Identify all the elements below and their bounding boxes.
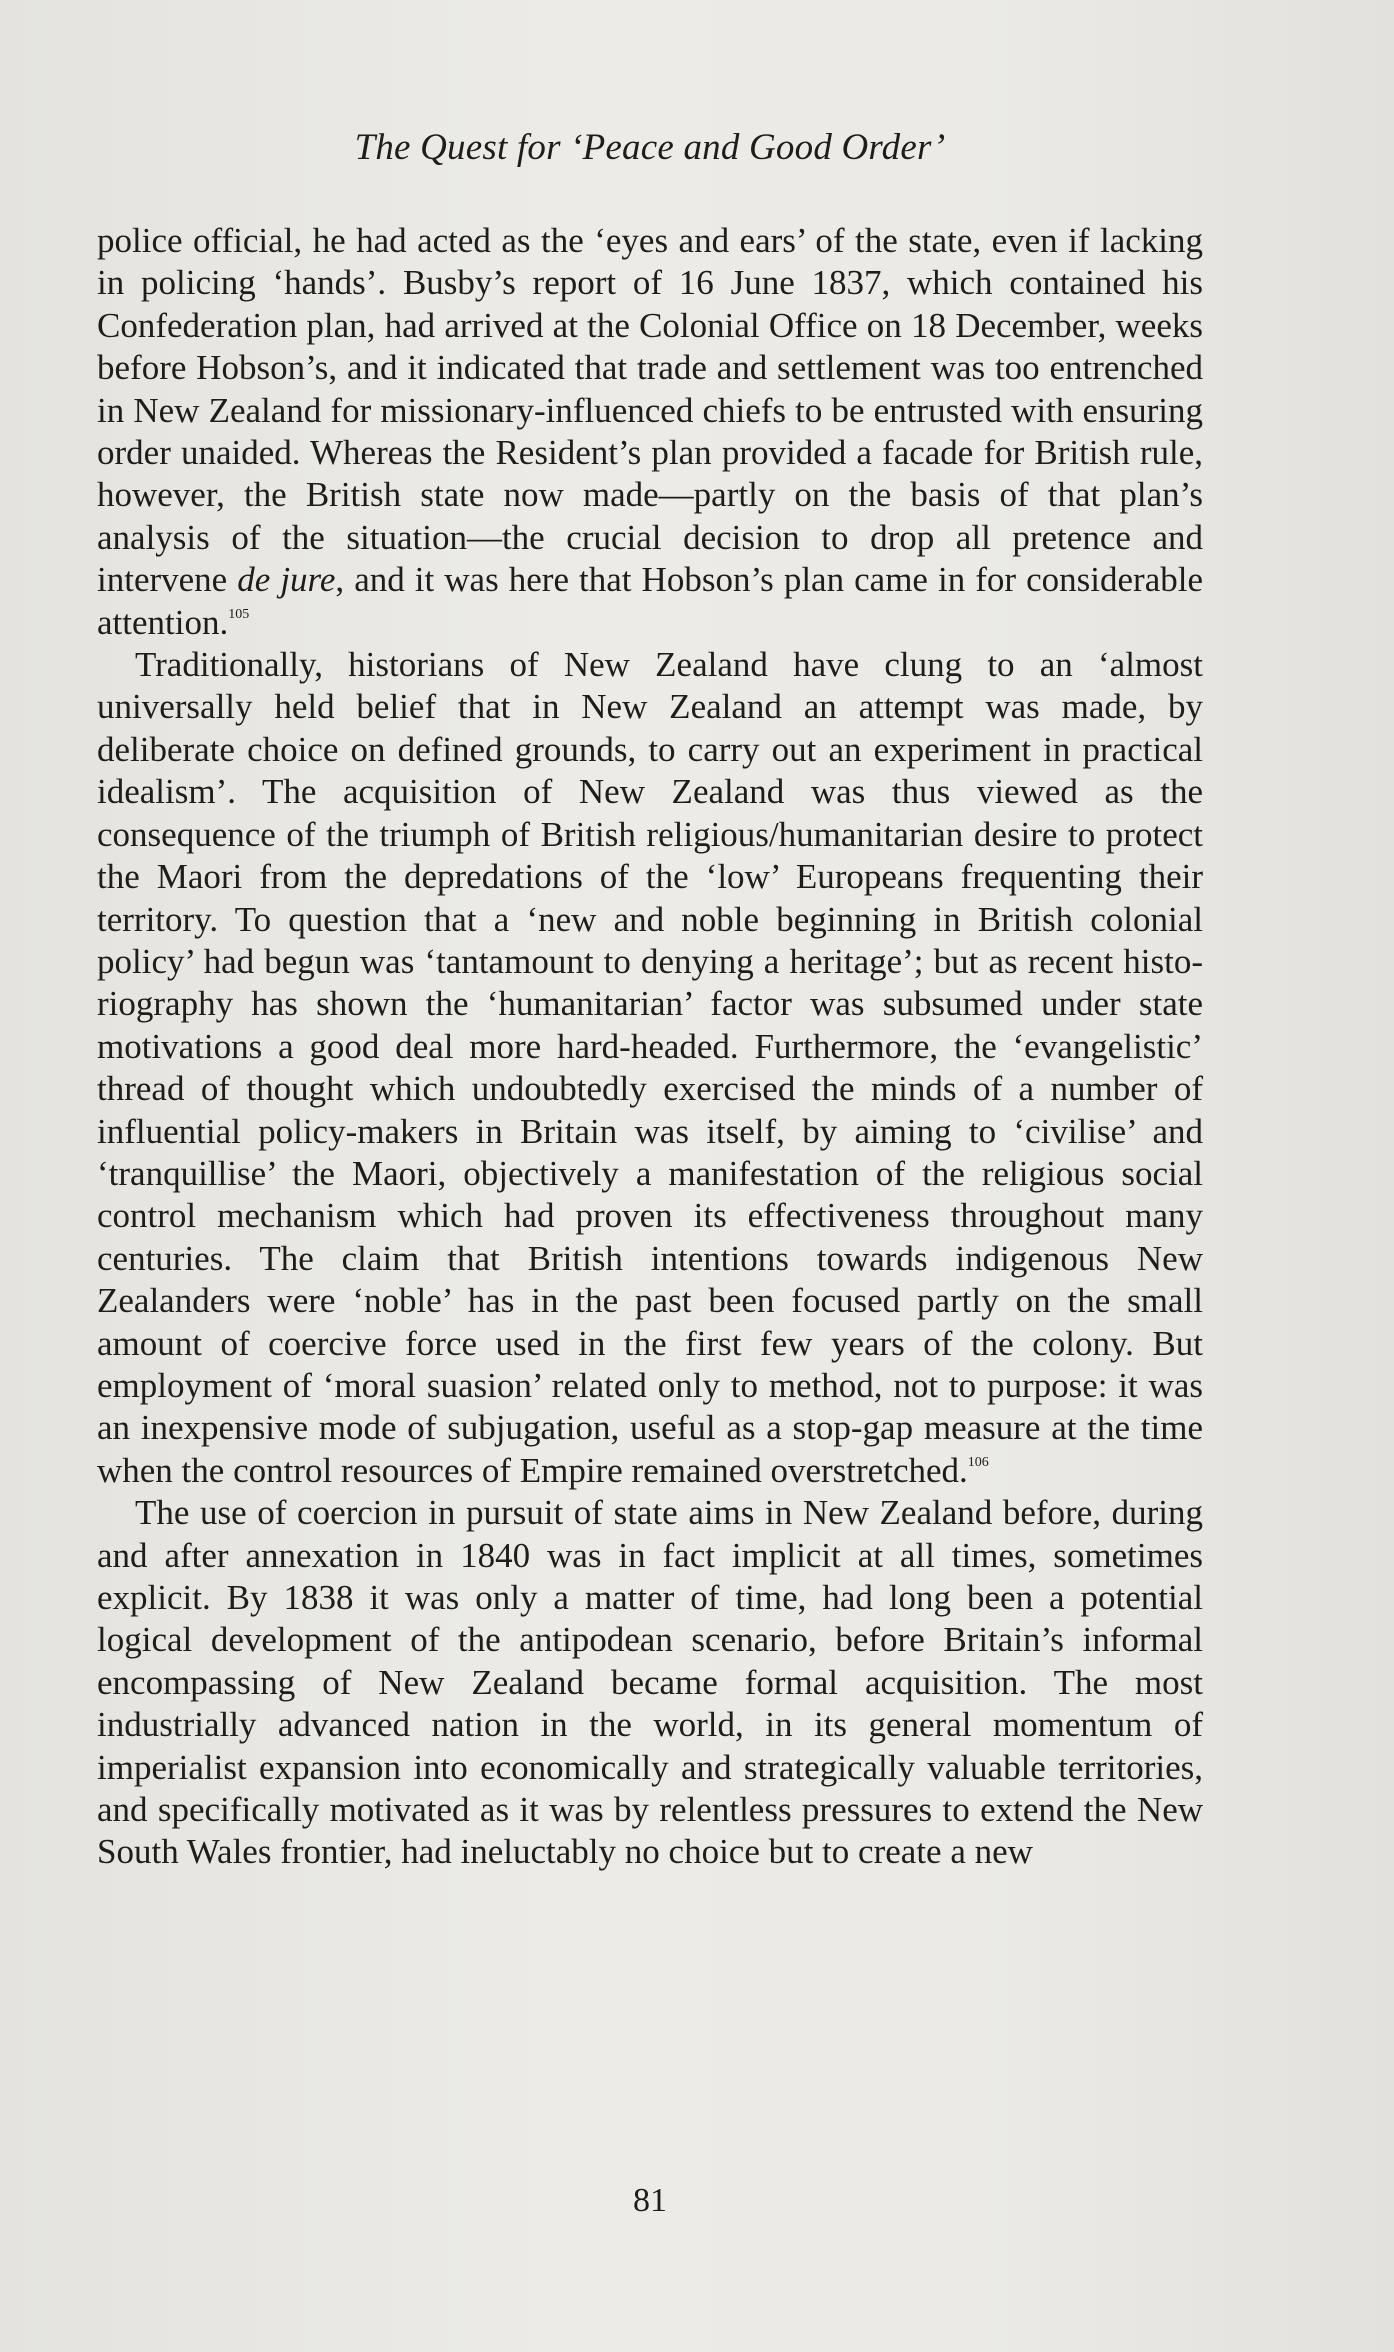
paragraph-3 <box>97 1492 1203 1874</box>
footnote-marker: 105 <box>228 606 250 622</box>
paragraph-1-emphasis: de jure <box>237 560 336 600</box>
paragraph-2 <box>97 644 1203 1492</box>
body-text <box>97 220 1203 1874</box>
paragraph-3-text: The use of coercion in pursuit of state aims in New Zealand before, during and after annexation in 1840 was in fact implicit at all times, sometimes explicit. By 1838 it was only a matter of time, had long been a potential logical development of the antipodean scenario, before Britain’s informal encompassing of New Zealand became formal acquisition. The most industrially advanced nation in the world, in its general momentum of imperialist expansion into economically and strategically valuable territories, and specifically motivated as it was by relentless pressures to extend the New South Wales frontier, had ineluctably no choice but to create a new <box>97 1493 1203 1872</box>
paragraph-1-text: police official, he had acted as the ‘eyes and ears’ of the state, even if lacking in policing ‘hands’. Busby’s report of 16 June 1837, which contained his Confederation plan, had arrived at the Colonial Office on 18 December, weeks before Hobson’s, and it indicated that trade and settlement was too entrenched in New Zealand for missionary-influenced chiefs to be entrusted with ensuring order unaided. Whereas the Resident’s plan provided a facade for British rule, however, the British state now made—partly on the basis of that plan’s analysis of the situation—the crucial decision to drop all pretence and intervene <box>97 221 1203 600</box>
paragraph-2-text: Traditionally, historians of New Zealand have clung to an ‘almost universally held belief that in New Zealand an attempt was made, by deliberate choice on defined grounds, to carry out an experiment in practical idealism’. The acquisition of New Zealand was thus viewed as the consequence of the triumph of British religious/humanitarian desire to protect the Maori from the depredations of the ‘low’ Europeans frequenting their territory. To question that a ‘new and noble beginning in British colonial policy’ had begun was ‘tantamount to denying a heritage’; but as recent historiography has shown the ‘humanitarian’ factor was subsumed under state motivations a good deal more hard-headed. Furthermore, the ‘evangelistic’ thread of thought which undoubtedly exercised the minds of a number of influential policy-makers in Britain was itself, by aiming to ‘civilise’ and ‘tranquillise’ the Maori, objectively a manifestation of the religious social control mechanism which had proven its effectiveness throughout many centuries. The claim that British intentions towards indigenous New Zealanders were ‘noble’ has in the past been focused partly on the small amount of coercive force used in the first few years of the colony. But employment of ‘moral suasion’ related only to method, not to purpose: it was an inexpensive mode of subjugation, useful as a stop-gap measure at the time when the control resources of Empire remained overstretched. <box>97 645 1203 1490</box>
paragraph-1 <box>97 220 1203 644</box>
footnote-marker: 106 <box>967 1454 989 1470</box>
paragraph-1-text-end: , and it was here that Hobson’s plan came in for considerable attention. <box>97 560 1203 642</box>
page-number: 81 <box>633 2182 667 2219</box>
running-head: The Quest for ‘Peace and Good Order’ <box>354 127 946 168</box>
